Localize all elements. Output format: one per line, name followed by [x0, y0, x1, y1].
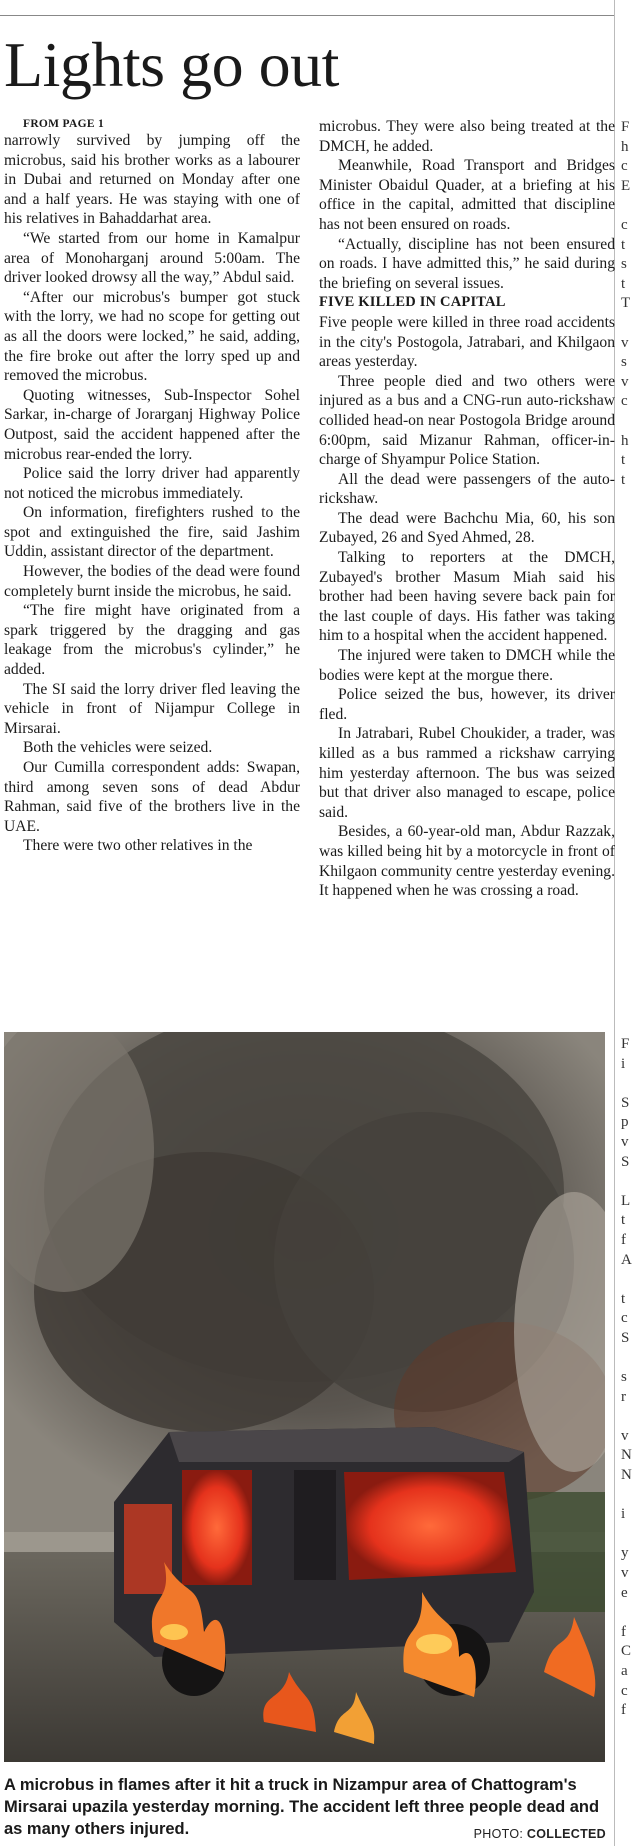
article-paragraph: Five people were killed in three road accidents in the city's Postogola, Jatrabari, and Khilgaon areas yesterday. [319, 313, 615, 371]
article-paragraph: In Jatrabari, Rubel Choukider, a trader, was killed as a bus rammed a rickshaw carrying him yesterday afternoon. The bus was seized but that driver also managed to escape, police said. [319, 725, 615, 821]
article-paragraph: All the dead were passengers of the auto-rickshaw. [319, 470, 615, 508]
adjacent-column-fragment-top: F h c E c t s t T v s v c h t t [621, 119, 631, 488]
article-paragraph: “After our microbus's bumper got stuck with the lorry, we had no scope for getting out as all the doors were locked,” he said, adding, the fire broke out after the lorry sped up and removed the microbus. [4, 288, 300, 385]
photo-credit-source: COLLECTED [526, 1827, 606, 1841]
photo-credit [474, 1827, 606, 1841]
article-paragraph: microbus. They were also being treated at the DMCH, he added. [319, 118, 615, 155]
section-subhead: FIVE KILLED IN CAPITAL [319, 294, 506, 311]
article-paragraph: Besides, a 60-year-old man, Abdur Razzak, was killed being hit by a motorcycle in front of Khilgaon community centre yesterday evening. It happened when he was crossing a road. [319, 823, 615, 900]
news-photo-burning-microbus [4, 1032, 605, 1762]
article-paragraph: “We started from our home in Kamalpur area of Monoharganj around 5:00am. The driver looked drowsy all the way,” Abdul said. [4, 229, 300, 287]
article-paragraph: “Actually, discipline has not been ensured on roads. I have admitted this,” he said during the briefing on several issues. [319, 235, 615, 292]
adjacent-column-fragment-bottom: F i S p v S L t f A t c S s r v N N i y v e f C a c f [621, 1036, 632, 1719]
article-paragraph: The SI said the lorry driver fled leaving the vehicle in front of Nijampur College in Mirsarai. [4, 680, 300, 737]
article-paragraph: Our Cumilla correspondent adds: Swapan, third among seven sons of dead Abdur Rahman, said five of the brothers live in the UAE. [4, 759, 300, 835]
photo-credit-prefix: PHOTO: [473, 1827, 524, 1841]
article-paragraph: However, the bodies of the dead were found completely burnt inside the microbus, he said. [4, 563, 300, 600]
article-paragraph: Meanwhile, Road Transport and Bridges Minister Obaidul Quader, at a briefing at his office in the capital, admitted that discipline has not been ensured on roads. [319, 157, 615, 233]
article-paragraph: The injured were taken to DMCH while the bodies were kept at the morgue there. [319, 647, 615, 684]
article-paragraph: The dead were Bachchu Mia, 60, his son Zubayed, 26 and Syed Ahmed, 28. [319, 509, 615, 547]
article-paragraph: Police seized the bus, however, its driver fled. [319, 686, 615, 723]
top-rule [0, 15, 614, 16]
headline: Lights go out [4, 29, 339, 100]
article-paragraph: There were two other relatives in the [23, 837, 253, 855]
article-paragraph: Three people died and two others were injured as a bus and a CNG-run auto-rickshaw collided head-on near Postogola Bridge around 6:00pm, said Mizanur Rahman, officer-in-charge of Shyampur Police Station. [319, 372, 615, 469]
photo-caption: A microbus in flames after it hit a truck in Nizampur area of Chattogram's Mirsarai upazila yesterday morning. The accident left three people dead and as many others injured. [4, 1776, 600, 1838]
article-paragraph: Quoting witnesses, Sub-Inspector Sohel Sarkar, in-charge of Jorarganj Highway Police Outpost, said the accident happened after the microbus rear-ended the lorry. [4, 386, 300, 463]
article-paragraph: Police said the lorry driver had apparently not noticed the microbus immediately. [4, 465, 300, 502]
article-paragraph: Both the vehicles were seized. [23, 739, 213, 757]
article-column-middle [319, 117, 615, 901]
article-paragraph: “The fire might have originated from a spark triggered by the dragging and gas leakage from the microbus's cylinder,” he added. [4, 602, 300, 679]
article-paragraph: narrowly survived by jumping off the microbus, said his brother works as a labourer in Dubai and returned on Monday after one and a half years. He was staying with one of his relatives in Bahaddarhat area. [4, 132, 300, 228]
kicker: FROM PAGE 1 [23, 118, 105, 130]
article-paragraph: On information, firefighters rushed to the spot and extinguished the fire, said Jashim Uddin, assistant director of the department. [4, 504, 300, 561]
article-paragraph: Talking to reporters at the DMCH, Zubayed's brother Masum Miah said his brother had been having severe back pain for the last couple of days. His father was taking him to a hospital when the accident happened. [319, 549, 615, 645]
article-column-left [4, 117, 300, 856]
